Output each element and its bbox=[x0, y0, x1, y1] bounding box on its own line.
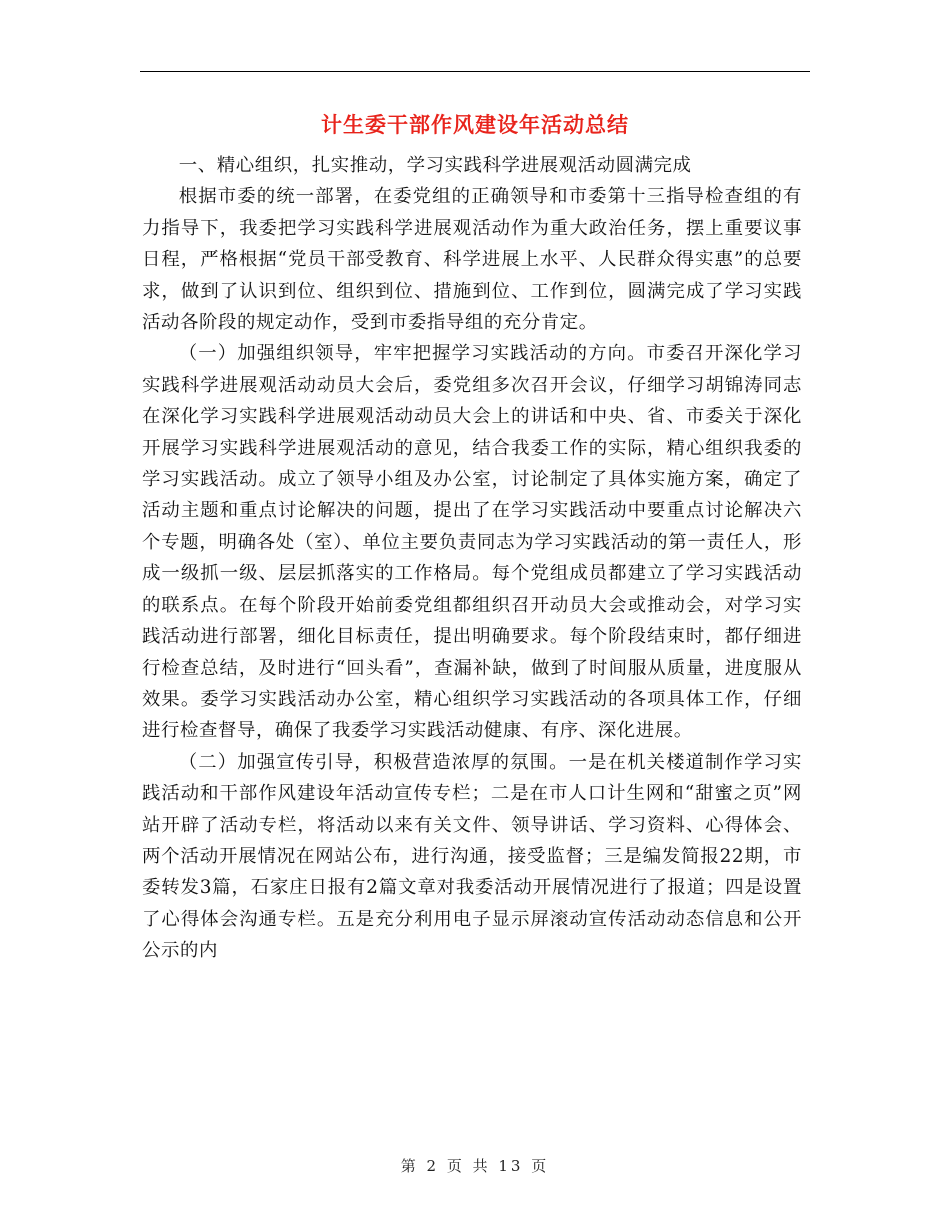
body-paragraph: （二）加强宣传引导，积极营造浓厚的氛围。一是在机关楼道制作学习实践活动和干部作风建设年活动宣传专栏；二是在市人口计生网和“甜蜜之页”网站开辟了活动专栏，将活动以来有关文件、领导讲话、学习资料、心得体会、两个活动开展情况在网站公布，进行沟通，接受监督；三是编发简报22期，市委转发3篇，石家庄日报有2篇文章对我委活动开展情况进行了报道；四是设置了心得体会沟通专栏。五是充分利用电子显示屏滚动宣传活动动态信息和公开公示的内 bbox=[142, 751, 802, 962]
page-number-footer: 第 2 页 共 13 页 bbox=[400, 1157, 550, 1175]
document-title: 计生委干部作风建设年活动总结 bbox=[321, 112, 629, 137]
body-paragraph: 根据市委的统一部署，在委党组的正确领导和市委第十三指导检查组的有力指导下，我委把学习实践科学进展观活动作为重大政治任务，摆上重要议事日程，严格根据“党员干部受教育、科学进展上水平、人民群众得实惠”的总要求，做到了认识到位、组织到位、措施到位、工作到位，圆满完成了学习实践活动各阶段的规定动作，受到市委指导组的充分肯定。 bbox=[142, 186, 802, 334]
header-rule bbox=[140, 71, 810, 72]
document-body bbox=[142, 150, 802, 967]
body-paragraph: （一）加强组织领导，牢牢把握学习实践活动的方向。市委召开深化学习实践科学进展观活动动员大会后，委党组多次召开会议，仔细学习胡锦涛同志在深化学习实践科学进展观活动动员大会上的讲话和中央、省、市委关于深化开展学习实践科学进展观活动的意见，结合我委工作的实际，精心组织我委的学习实践活动。成立了领导小组及办公室，讨论制定了具体实施方案，确定了活动主题和重点讨论解决的问题，提出了在学习实践活动中要重点讨论解决六个专题，明确各处（室）、单位主要负责同志为学习实践活动的第一责任人，形成一级抓一级、层层抓落实的工作格局。每个党组成员都建立了学习实践活动的联系点。在每个阶段开始前委党组都组织召开动员大会或推动会，对学习实践活动进行部署，细化目标责任，提出明确要求。每个阶段结束时，都仔细进行检查总结，及时进行“回头看”，查漏补缺，做到了时间服从质量，进度服从效果。委学习实践活动办公室，精心组织学习实践活动的各项具体工作，仔细进行检查督导，确保了我委学习实践活动健康、有序、深化进展。 bbox=[142, 343, 802, 742]
section-heading: 一、精心组织，扎实推动，学习实践科学进展观活动圆满完成 bbox=[178, 155, 692, 176]
